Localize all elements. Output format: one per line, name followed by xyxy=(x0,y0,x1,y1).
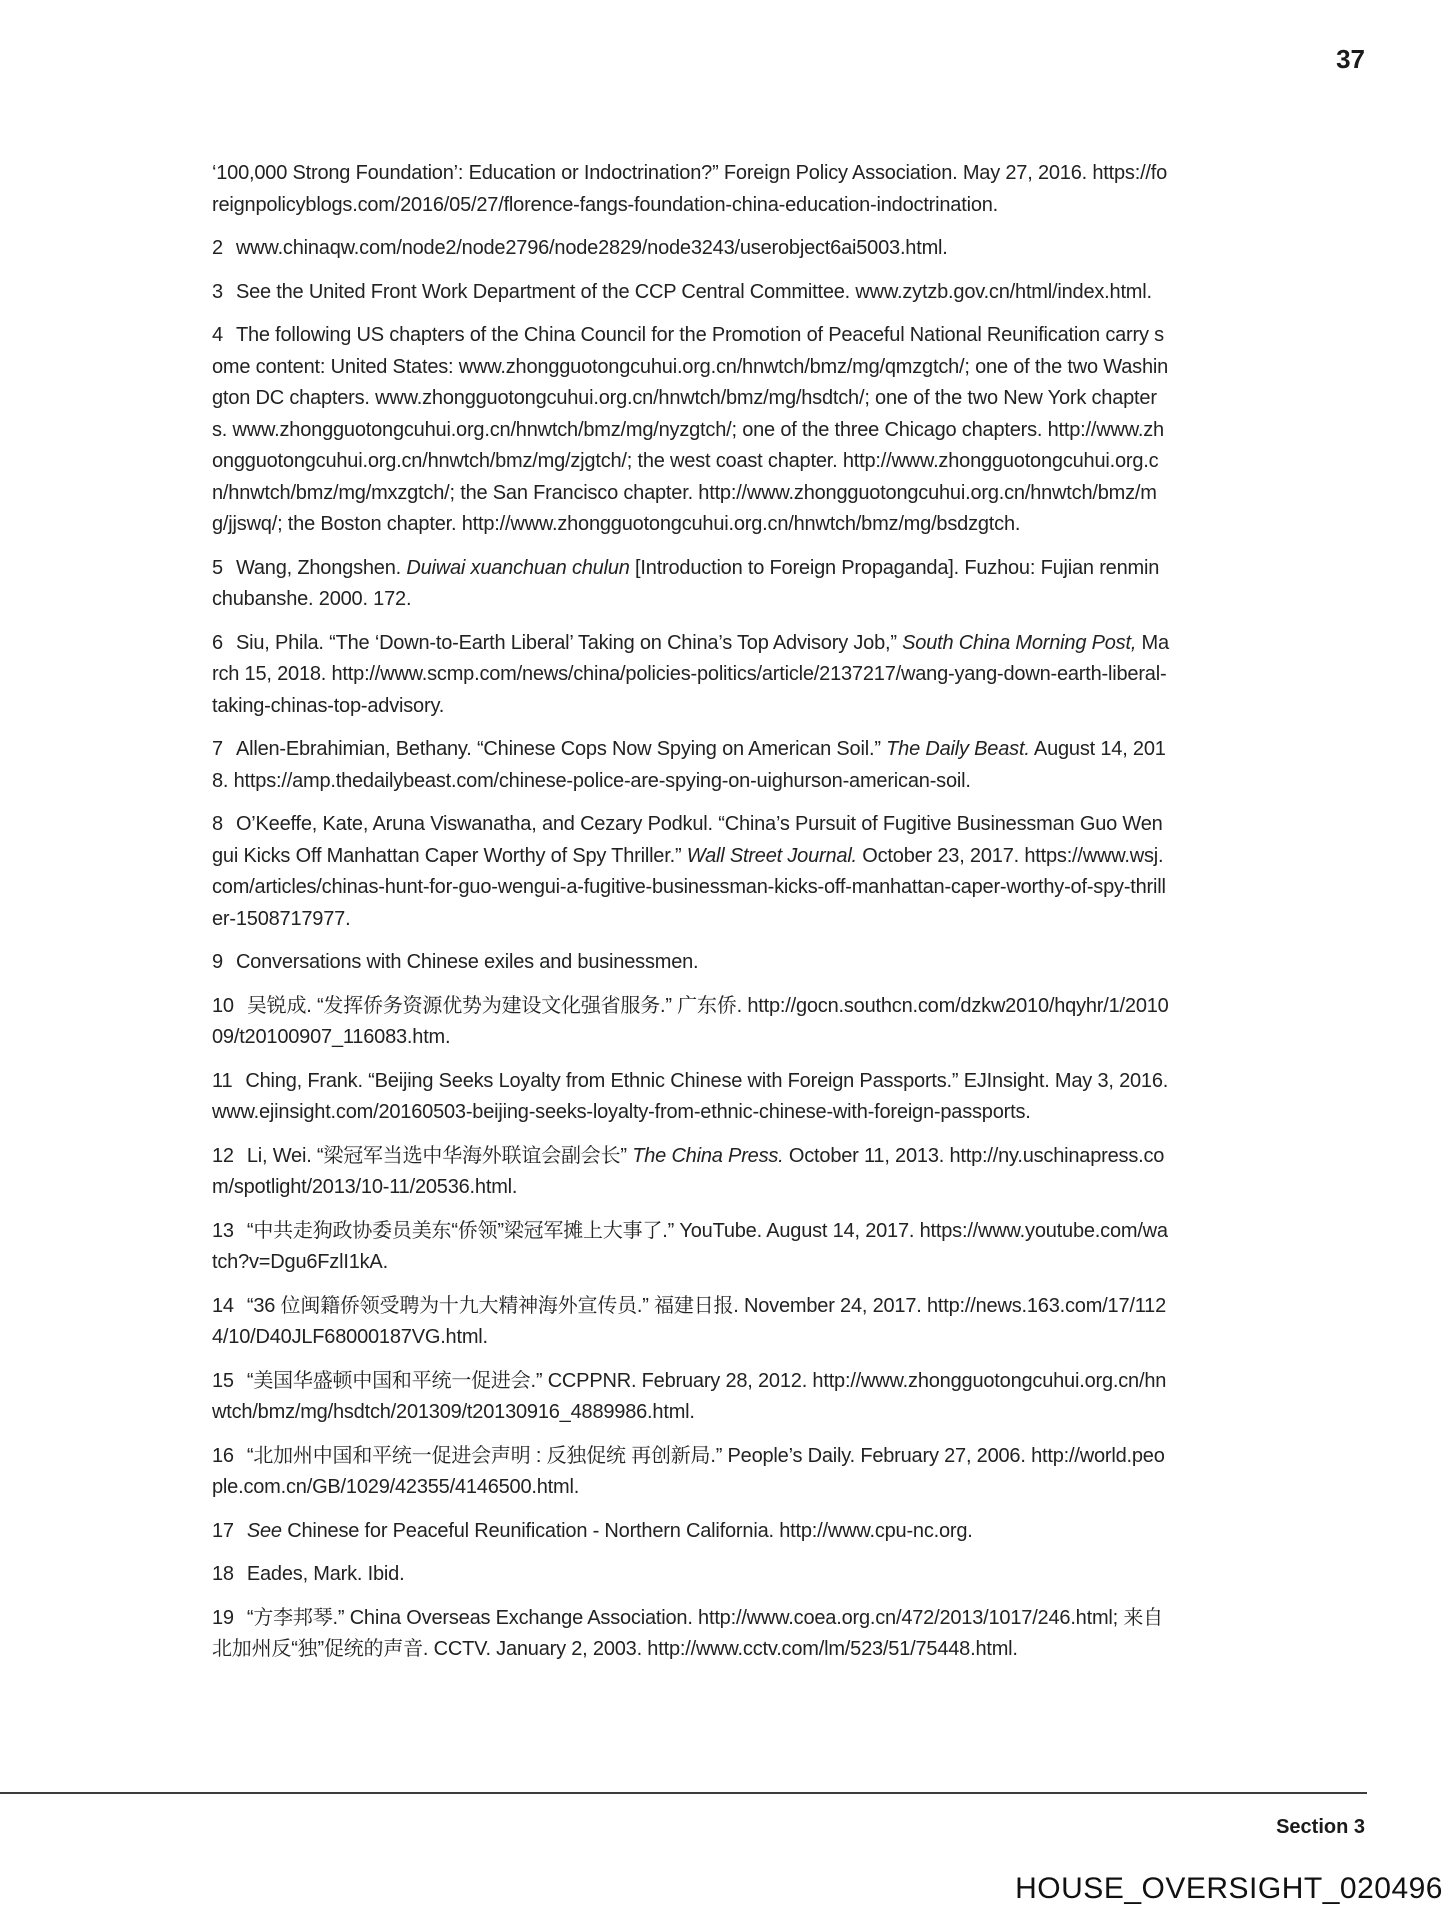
endnote-text: 吴锐成. “发挥侨务资源优势为建设文化强省服务.” 广东侨. http://gocn.southcn.com/dzkw2010/hqyhr/1/201009/t20100907_116083.htm. xyxy=(212,994,1169,1048)
endnote-8 xyxy=(212,809,1170,935)
endnote-number: 13 xyxy=(212,1219,234,1242)
endnote-number: 5 xyxy=(212,556,223,579)
endnote-number: 7 xyxy=(212,738,223,760)
endnote-3 xyxy=(212,277,1170,309)
endnote-number: 8 xyxy=(212,813,223,835)
endnote-number: 17 xyxy=(212,1519,234,1542)
endnote-text: Conversations with Chinese exiles and businessmen. xyxy=(235,951,699,973)
endnote-text: “北加州中国和平统一促进会声明 : 反独促统 再创新局.” People’s Daily. February 27, 2006. http://world.people.com.cn/GB/1029/42355/4146500.html. xyxy=(212,1444,1165,1498)
endnote-text: Ching, Frank. “Beijing Seeks Loyalty from Ethnic Chinese with Foreign Passports.” EJInsight. May 3, 2016. www.ejinsight.com/20160503-beijing-seeks-loyalty-from-ethnic-chinese-with-foreign-passports. xyxy=(212,1069,1169,1123)
endnote-number: 10 xyxy=(212,994,234,1017)
endnote-text-italic: South China Morning Post, xyxy=(902,631,1137,654)
endnote-number: 6 xyxy=(212,631,223,654)
endnote-number: 11 xyxy=(212,1069,233,1092)
endnote-number: 3 xyxy=(212,280,223,303)
bates-stamp: HOUSE_OVERSIGHT_020496 xyxy=(1015,1872,1443,1905)
endnote-text-italic: Wall Street Journal. xyxy=(686,844,857,867)
endnote-text: October 23, 2017. https://www.wsj.com/articles/chinas-hunt-for-guo-wengui-a-fugitive-businessman-kicks-off-manhattan-caper-worthy-of-spy-thriller-1508717977. xyxy=(212,844,1166,930)
endnote-12 xyxy=(212,1141,1170,1204)
endnote-text: Allen-Ebrahimian, Bethany. “Chinese Cops Now Spying on American Soil.” xyxy=(235,738,887,760)
endnote-18 xyxy=(212,1559,1170,1591)
endnote-text: Wang, Zhongshen. xyxy=(235,556,407,579)
endnote-text: www.chinaqw.com/node2/node2796/node2829/node3243/userobject6ai5003.html. xyxy=(235,237,948,259)
endnote-1-continued xyxy=(212,158,1170,221)
endnote-11 xyxy=(212,1066,1170,1129)
endnote-text: “中共走狗政协委员美东“侨领”梁冠军摊上大事了.” YouTube. August 14, 2017. https://www.youtube.com/watch?v=Dgu6FzlI1kA. xyxy=(212,1219,1168,1273)
endnote-10 xyxy=(212,991,1170,1054)
endnote-text: [Introduction to Foreign Propaganda]. Fuzhou: Fujian renmin chubanshe. 2000. 172. xyxy=(212,556,1160,610)
endnote-number: 16 xyxy=(212,1444,234,1467)
endnote-text: “方李邦琴.” China Overseas Exchange Association. http://www.coea.org.cn/472/2013/1017/246.html; 来自北加州反“独”促统的声音. CCTV. January 2, 2003. http://www.cctv.com/lm/523/51/75448.html. xyxy=(212,1606,1163,1660)
endnote-number: 14 xyxy=(212,1294,234,1317)
endnote-text: October 11, 2013. http://ny.uschinapress.com/spotlight/2013/10-11/20536.html. xyxy=(212,1144,1165,1198)
endnote-number: 2 xyxy=(212,237,223,259)
endnote-5 xyxy=(212,553,1170,616)
endnote-text: ‘100,000 Strong Foundation’: Education or Indoctrination?” Foreign Policy Association. May 27, 2016. https://foreignpolicyblogs.com/2016/05/27/florence-fangs-foundation-china-education-indoctrination. xyxy=(212,162,1168,216)
endnote-number: 19 xyxy=(212,1606,234,1629)
endnote-text: “美国华盛顿中国和平统一促进会.” CCPPNR. February 28, 2012. http://www.zhongguotongcuhui.org.cn/hnwtch/bmz/mg/hsdtch/201309/t20130916_4889986.html. xyxy=(212,1369,1167,1423)
page-number: 37 xyxy=(1336,44,1365,74)
endnote-number: 9 xyxy=(212,951,223,973)
section-label: Section 3 xyxy=(1276,1816,1365,1838)
endnote-number: 4 xyxy=(212,324,223,346)
endnote-text: The following US chapters of the China Council for the Promotion of Peaceful National Reunification carry some content: United States: www.zhongguotongcuhui.org.cn/hnwtch/bmz/mg/qmzgtch/; one of the two Washington DC chapters. www.zhongguotongcuhui.org.cn/hnwtch/bmz/mg/hsdtch/; one of the two New York chapters. www.zhongguotongcuhui.org.cn/hnwtch/bmz/mg/nyzgtch/; one of the three Chicago chapters. http://www.zhongguotongcuhui.org.cn/hnwtch/bmz/mg/zjgtch/; the west coast chapter. http://www.zhongguotongcuhui.org.cn/hnwtch/bmz/mg/mxzgtch/; the San Francisco chapter. http://www.zhongguotongcuhui.org.cn/hnwtch/bmz/mg/jjswq/; the Boston chapter. http://www.zhongguotongcuhui.org.cn/hnwtch/bmz/mg/bsdzgtch. xyxy=(212,324,1169,535)
endnote-number: 12 xyxy=(212,1144,234,1167)
endnote-text: March 15, 2018. http://www.scmp.com/news/china/policies-politics/article/2137217/wang-yang-down-earth-liberal-taking-chinas-top-advisory. xyxy=(212,631,1169,717)
endnote-text-italic: The Daily Beast. xyxy=(886,738,1030,760)
endnote-17 xyxy=(212,1516,1170,1548)
endnote-19 xyxy=(212,1603,1170,1666)
endnote-9 xyxy=(212,947,1170,979)
endnote-number: 15 xyxy=(212,1369,234,1392)
endnote-7 xyxy=(212,734,1170,797)
endnote-14 xyxy=(212,1291,1170,1354)
endnote-2 xyxy=(212,233,1170,265)
endnote-4 xyxy=(212,320,1170,541)
endnote-text: Chinese for Peaceful Reunification - Northern California. http://www.cpu-nc.org. xyxy=(281,1519,973,1542)
endnote-text: “36 位闽籍侨领受聘为十九大精神海外宣传员.” 福建日报. November 24, 2017. http://news.163.com/17/1124/10/D40JLF68000187VG.html. xyxy=(212,1294,1167,1348)
endnote-text: Siu, Phila. “The ‘Down-to-Earth Liberal’ Taking on China’s Top Advisory Job,” xyxy=(235,631,903,654)
endnote-15 xyxy=(212,1366,1170,1429)
endnote-16 xyxy=(212,1441,1170,1504)
endnote-text-italic: See xyxy=(246,1519,282,1542)
endnote-text: Eades, Mark. Ibid. xyxy=(246,1563,405,1585)
endnote-number: 18 xyxy=(212,1563,234,1585)
endnote-13 xyxy=(212,1216,1170,1279)
endnote-text: See the United Front Work Department of the CCP Central Committee. www.zytzb.gov.cn/html/index.html. xyxy=(235,280,1152,303)
endnote-6 xyxy=(212,628,1170,723)
endnote-text: August 14, 2018. https://amp.thedailybeast.com/chinese-police-are-spying-on-uighurson-american-soil. xyxy=(212,738,1166,792)
endnote-text-italic: The China Press. xyxy=(632,1144,784,1167)
footer-divider xyxy=(0,1792,1367,1794)
endnote-text-italic: Duiwai xuanchuan chulun xyxy=(406,556,630,579)
endnotes-list xyxy=(212,158,1170,1678)
endnote-text: Li, Wei. “梁冠军当选中华海外联谊会副会长” xyxy=(246,1144,633,1167)
endnote-text: O’Keeffe, Kate, Aruna Viswanatha, and Cezary Podkul. “China’s Pursuit of Fugitive Businessman Guo Wengui Kicks Off Manhattan Caper Worthy of Spy Thriller.” xyxy=(212,813,1163,867)
